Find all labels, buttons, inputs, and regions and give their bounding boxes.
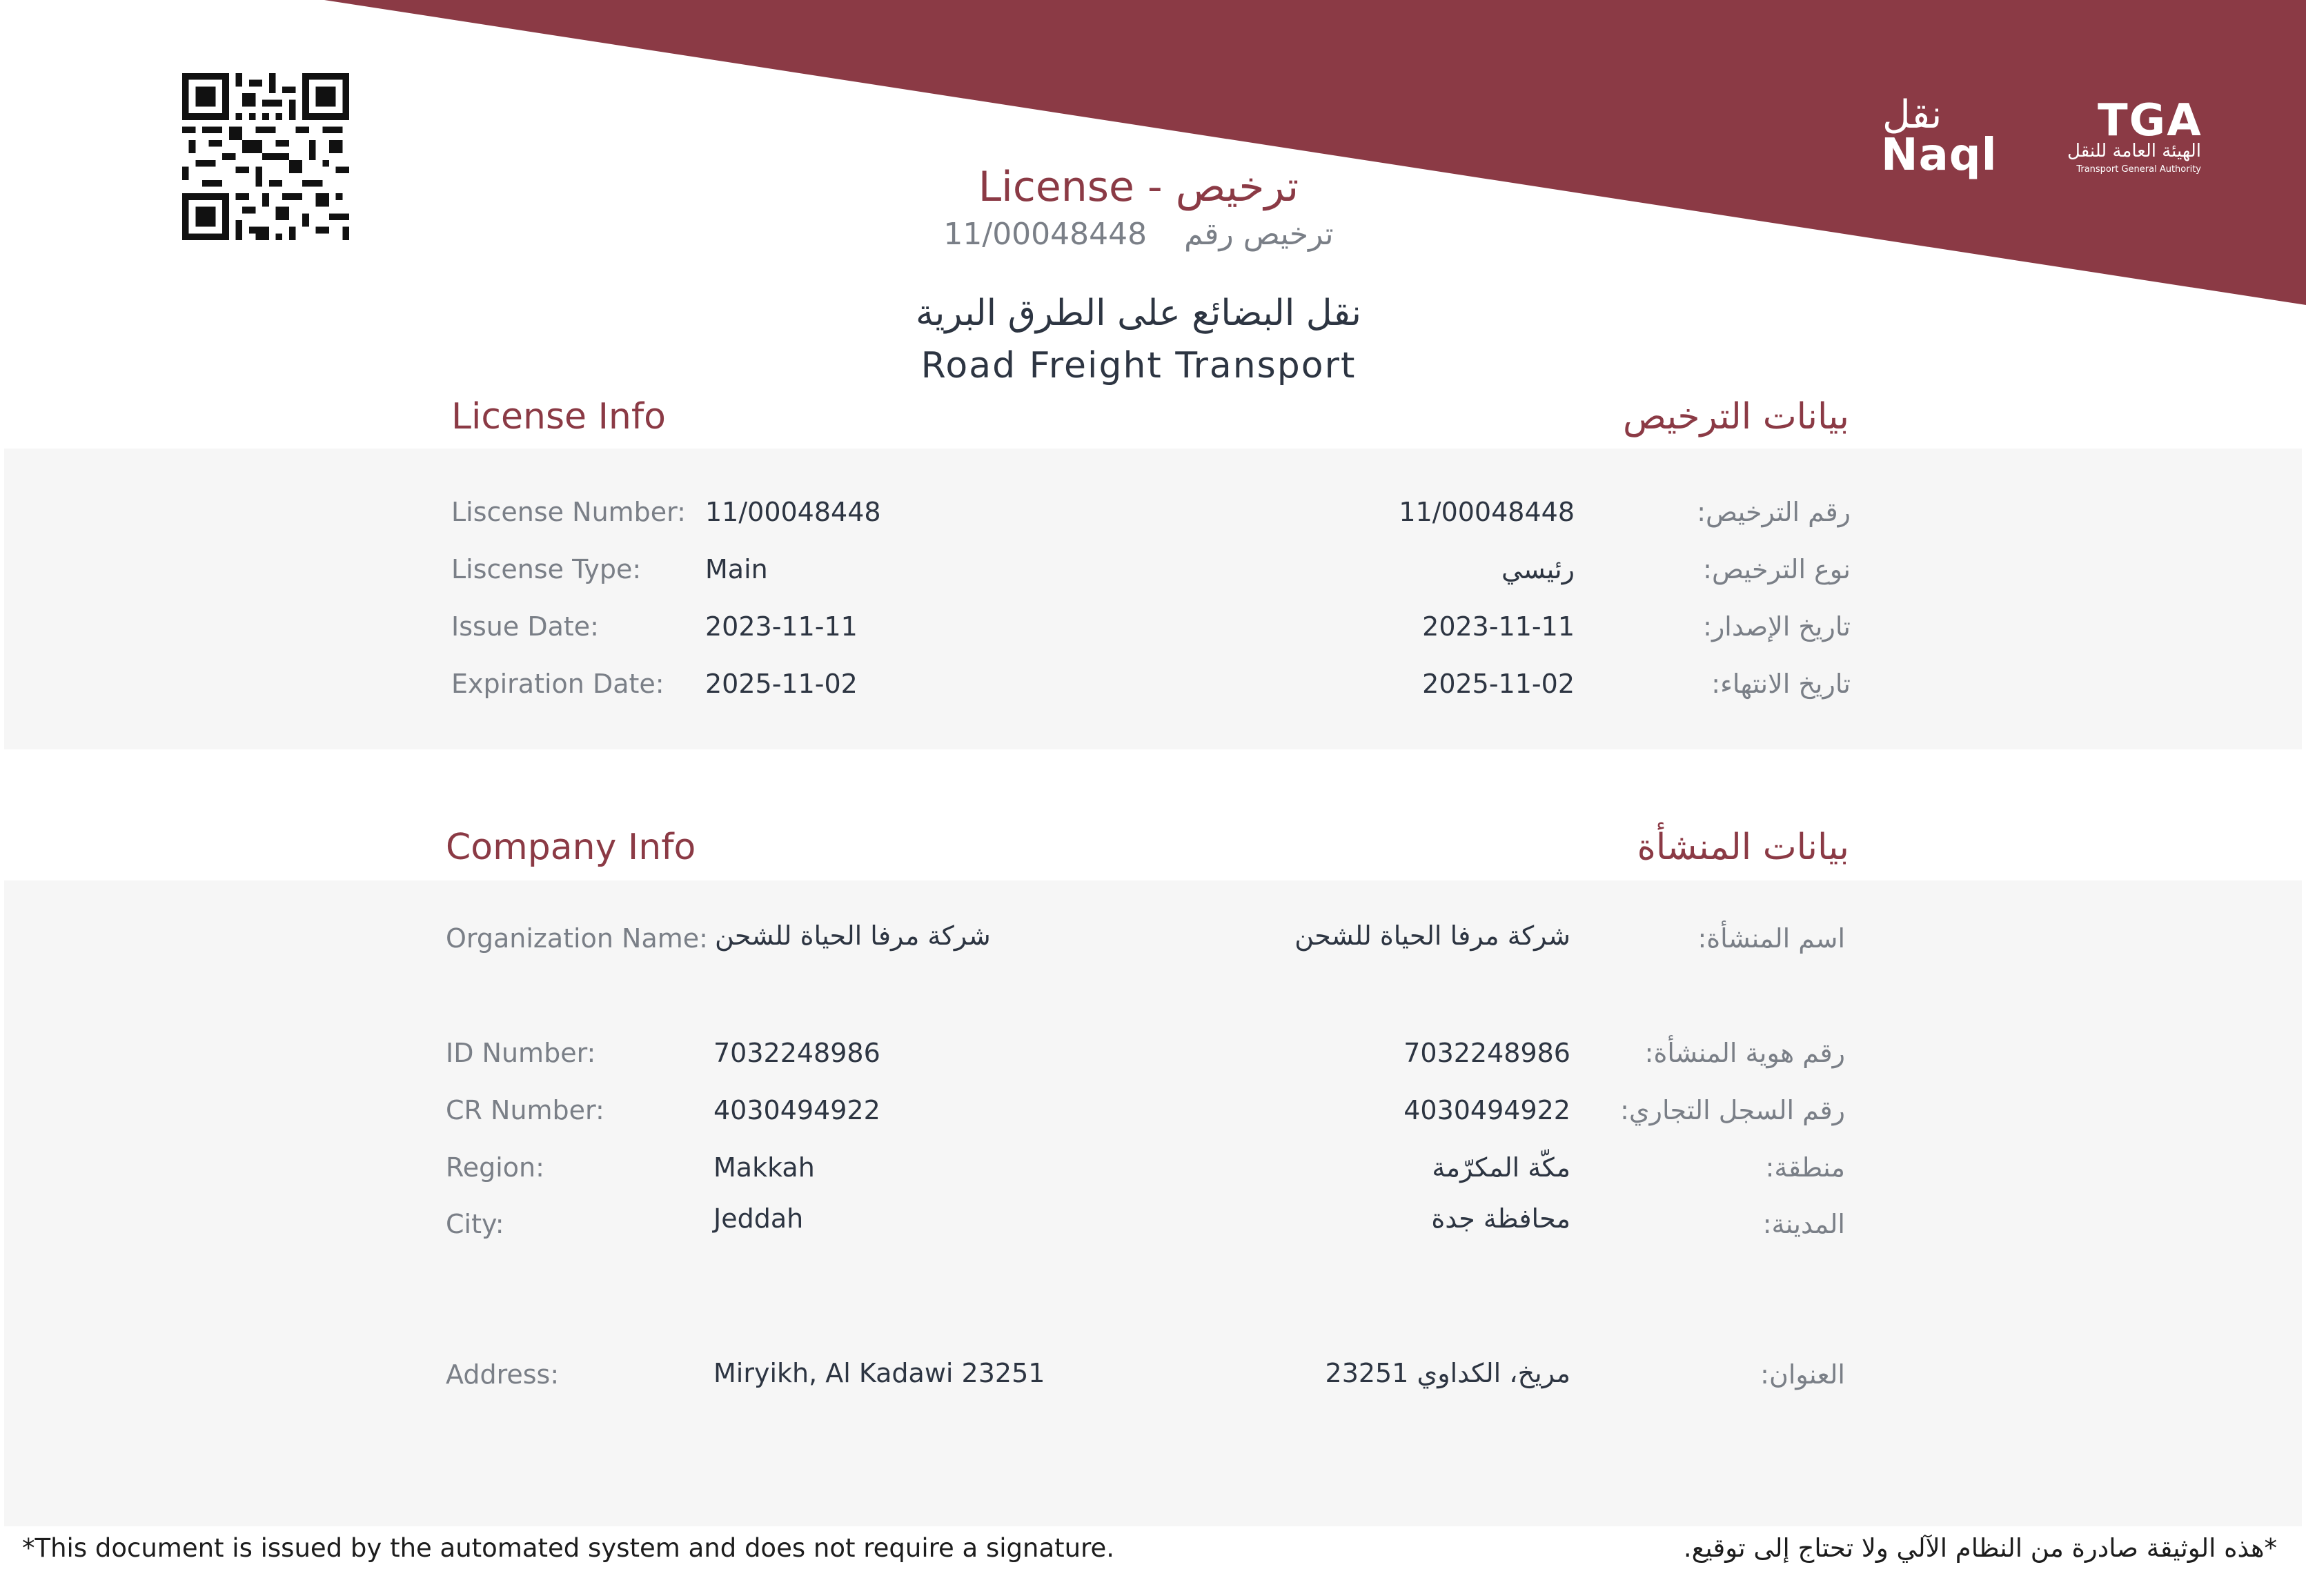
license-row-value-en: Main [705, 554, 768, 584]
license-number-line [0, 217, 2277, 252]
activity-title-ar: نقل البضائع على الطرق البرية [916, 293, 1361, 334]
license-row-label-ar: تاريخ الانتهاء: [1711, 669, 1851, 699]
company-row-label-ar: العنوان: [1760, 1359, 1845, 1390]
document-title: License - ترخيص [978, 163, 1299, 211]
license-info-panel [4, 449, 2302, 749]
company-row-value-en: 7032248986 [713, 1038, 880, 1068]
company-row-value-ar: 4030494922 [1403, 1095, 1570, 1125]
company-info-heading-en: Company Info [446, 827, 696, 868]
tga-logo-mark: TGA [2098, 95, 2202, 146]
company-row-value-ar: شركة مرفا الحياة للشحن [1294, 920, 1570, 951]
company-row-value-ar: مريخ، الكداوي 23251 [1325, 1358, 1570, 1388]
company-row-value-en: Jeddah [713, 1203, 804, 1234]
footer-note-en: *This document is issued by the automated system and does not require a signature. [22, 1533, 1115, 1563]
naql-logo-en: Naql [1881, 130, 1998, 181]
license-row-label-en: Liscense Number: [451, 497, 686, 527]
license-number: 11/00048448 [943, 217, 1147, 252]
activity-title-en: Road Freight Transport [920, 345, 1357, 386]
license-info-heading-ar: بيانات الترخيص [1622, 396, 1849, 437]
company-row-value-en: شركة مرفا الحياة للشحن [715, 920, 991, 951]
company-row-label-ar: منطقة: [1765, 1152, 1845, 1183]
company-row-label-en: CR Number: [446, 1095, 604, 1125]
license-info-heading-en: License Info [451, 396, 666, 437]
license-row-value-ar: 2023-11-11 [1422, 611, 1575, 642]
license-row-value-en: 11/00048448 [705, 497, 881, 527]
tga-logo-en: Transport General Authority [2076, 164, 2201, 175]
company-info-heading-ar: بيانات المنشأة [1637, 827, 1849, 868]
license-row-label-ar: تاريخ الإصدار: [1703, 611, 1851, 642]
company-row-value-en: 4030494922 [713, 1095, 880, 1125]
license-row-value-ar: 11/00048448 [1399, 497, 1575, 527]
company-row-value-ar: محافظة جدة [1431, 1203, 1570, 1234]
naql-logo-ar: نقل [1882, 92, 1942, 137]
company-row-label-en: Region: [446, 1152, 544, 1183]
license-number-label: ترخيص رقم [1184, 217, 1334, 252]
company-info-panel [4, 880, 2302, 1526]
company-row-label-en: City: [446, 1209, 504, 1239]
company-row-value-ar: 7032248986 [1403, 1038, 1570, 1068]
company-row-label-en: Organization Name: [446, 923, 708, 954]
license-row-value-en: 2025-11-02 [705, 669, 858, 699]
license-row-label-en: Liscense Type: [451, 554, 642, 584]
license-row-label-ar: رقم الترخيص: [1697, 497, 1851, 527]
license-row-label-en: Issue Date: [451, 611, 599, 642]
company-row-label-ar: اسم المنشأة: [1697, 923, 1845, 954]
company-row-value-ar: مكّة المكرّمة [1432, 1152, 1570, 1183]
company-row-label-en: Address: [446, 1359, 560, 1390]
license-row-value-en: 2023-11-11 [705, 611, 858, 642]
license-row-label-ar: نوع الترخيص: [1703, 554, 1851, 584]
tga-logo-ar: الهيئة العامة للنقل [2067, 141, 2201, 161]
company-row-label-en: ID Number: [446, 1038, 596, 1068]
company-row-label-ar: المدينة: [1762, 1209, 1845, 1239]
license-row-value-ar: 2025-11-02 [1422, 669, 1575, 699]
company-row-value-en: Miryikh, Al Kadawi 23251 [713, 1358, 1045, 1388]
company-row-label-ar: رقم السجل التجاري: [1620, 1095, 1845, 1125]
footer-note-ar: *هذه الوثيقة صادرة من النظام الآلي ولا تحتاج إلى توقيع. [1683, 1533, 2277, 1563]
qr-code [182, 73, 349, 240]
license-row-label-en: Expiration Date: [451, 669, 664, 699]
company-row-label-ar: رقم هوية المنشأة: [1644, 1038, 1845, 1068]
company-row-value-en: Makkah [713, 1152, 815, 1183]
license-row-value-ar: رئيسي [1501, 554, 1575, 584]
